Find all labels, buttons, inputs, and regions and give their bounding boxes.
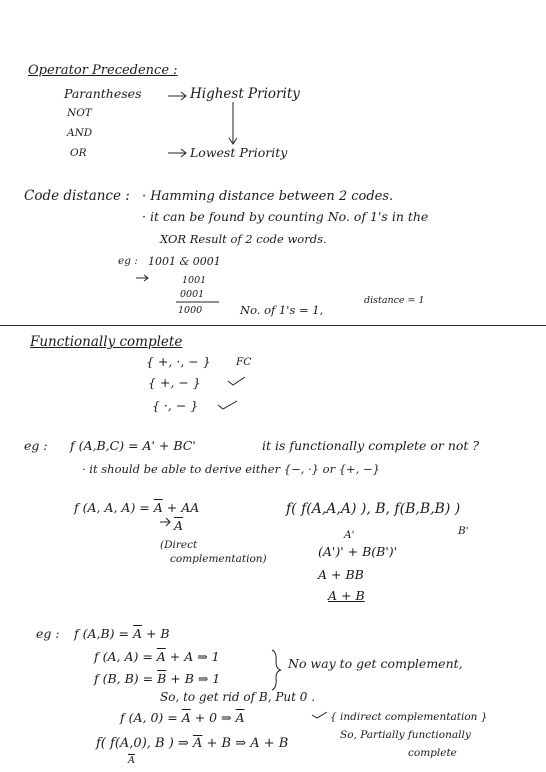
ex2-func-rest: + B [142, 626, 170, 641]
faaa-plus: + [162, 500, 182, 515]
hamming-line: · Hamming distance between 2 codes. [142, 189, 394, 204]
faaa-lhs: f (A, A, A) = [74, 500, 154, 515]
b-prime-under: B' [458, 525, 469, 537]
item-and: AND [67, 127, 93, 139]
complete-note: complete [408, 747, 457, 759]
fc-set-2: { +, − } [148, 375, 201, 390]
fa0-lhs: f (A, 0) = [120, 710, 182, 725]
precedence-title: Operator Precedence : [28, 63, 178, 78]
brace-icon [272, 650, 281, 690]
section-divider [0, 325, 546, 326]
eg-label-2: eg : [24, 438, 48, 453]
fc-note: FC [236, 356, 252, 368]
item-parantheses: Parantheses [64, 86, 142, 101]
complementation-label: complementation) [170, 553, 267, 565]
faa-line [94, 651, 220, 664]
fc-set-1: { +, ·, − } [146, 354, 211, 369]
arrow-highest [168, 92, 186, 100]
fa0-abar: $\overline{A}$ [181, 710, 191, 725]
fa0-mid: + 0 ⇒ [190, 710, 236, 725]
arrow-down [229, 102, 237, 144]
code-distance-label: Code distance : [24, 188, 130, 204]
direct-label: (Direct [160, 539, 198, 551]
xor-operand-a: 1001 [182, 275, 207, 286]
arrow-lowest [168, 149, 186, 157]
abar-result: $\overline{A}$ [174, 518, 184, 533]
item-or: OR [70, 147, 87, 159]
faaa-abar: $\overline{A}$ [153, 500, 163, 515]
ex1-question: it is functionally complete or not ? [262, 438, 480, 453]
tick-mark [312, 712, 327, 718]
faaa-aabar: AA [181, 500, 200, 515]
fbb-line [94, 673, 220, 686]
ones-count: No. of 1's = 1, [240, 303, 324, 317]
xor-line: XOR Result of 2 code words. [160, 232, 327, 246]
ex1-should: · it should be able to derive either {−, ·} or {+, −} [82, 462, 380, 476]
lowest-priority: Lowest Priority [190, 145, 288, 160]
ex2-function [74, 628, 170, 641]
faa-lhs: f (A, A) = [94, 649, 157, 664]
step-2: A + BB [318, 567, 364, 582]
check-mark-1 [228, 377, 245, 385]
partial-note: So, Partially functionally [340, 729, 471, 741]
xor-operand-b: 0001 [180, 289, 205, 300]
no-way-note: No way to get complement, [288, 656, 463, 671]
check-mark-2 [218, 401, 237, 409]
faa-abar: $\overline{A}$ [156, 649, 166, 664]
arrow-eg1 [136, 275, 148, 281]
final-line: f( f(A,0), B ) ⇒ $\overline{A} + B$ ⇒ A + B [96, 736, 289, 751]
indirect-note: { indirect complementation } [330, 711, 488, 723]
step-3: A + B [328, 588, 365, 603]
fc-set-3: { ·, − } [152, 398, 199, 413]
xor-result: 1000 [178, 305, 203, 316]
faaa-line [74, 502, 199, 515]
arrow-abar [160, 518, 170, 526]
so-line: So, to get rid of B, Put 0 . [160, 690, 316, 704]
fbb-lhs: f (B, B) = [94, 671, 158, 686]
nested-function: f( f(A,A,A) ), B, f(B,B,B) ) [286, 501, 461, 517]
item-not: NOT [67, 107, 92, 119]
step-1: (A')' + B(B')' [318, 544, 398, 559]
counting-line: · it can be found by counting No. of 1's in the [142, 209, 429, 224]
distance-value: distance = 1 [364, 295, 425, 306]
highest-priority: Highest Priority [190, 86, 300, 102]
final-under: $\overline{A}$ [128, 755, 135, 766]
ex2-func-lhs: f (A,B) = [74, 626, 133, 641]
a-prime-under: A' [344, 529, 355, 541]
eg-label-3: eg : [36, 626, 60, 641]
final-rest: + B ⇒ A + B [202, 736, 289, 751]
fbb-rest: + B ⇒ 1 [166, 671, 221, 686]
final-lhs: f( f(A,0), B ) [96, 736, 174, 751]
fa0-abar2: $\overline{A}$ [235, 710, 245, 725]
eg-codes: 1001 & 0001 [148, 255, 221, 268]
ex2-func-abar: $\overline{A}$ [132, 626, 142, 641]
ex1-function: f (A,B,C) = A' + BC' [70, 438, 196, 453]
final-abar: $\overline{A}$ [192, 736, 203, 751]
eg-label-1: eg : [118, 255, 138, 267]
faa-rest: + A ⇒ 1 [165, 649, 220, 664]
fa0-line [120, 712, 245, 725]
fc-title: Functionally complete [30, 334, 183, 350]
fbb-bbar: $\overline{B}$ [157, 671, 167, 686]
